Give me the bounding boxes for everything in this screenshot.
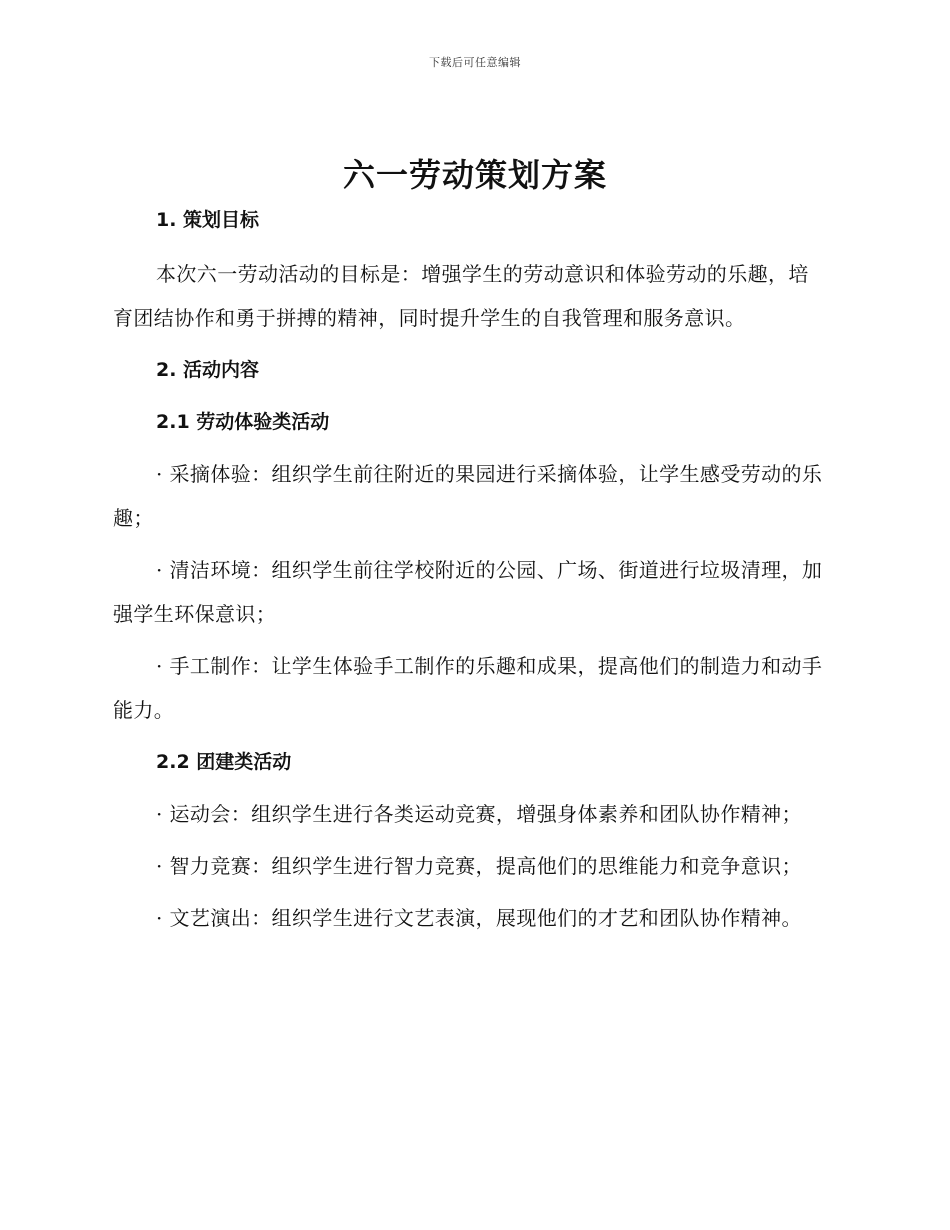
- list-item-labor-picking: · 采摘体验：组织学生前往附近的果园进行采摘体验，让学生感受劳动的乐趣；: [113, 462, 823, 530]
- list-item-labor-cleaning: · 清洁环境：组织学生前往学校附近的公园、广场、街道进行垃圾清理，加强学生环保意识；: [113, 558, 823, 626]
- list-item-team-performance: · 文艺演出：组织学生进行文艺表演，展现他们的才艺和团队协作精神。: [156, 906, 802, 930]
- list-item-labor-handcraft: · 手工制作：让学生体验手工制作的乐趣和成果，提高他们的制造力和动手能力。: [113, 654, 823, 722]
- list-item-team-sports: · 运动会：组织学生进行各类运动竞赛，增强身体素养和团队协作精神；: [156, 802, 802, 826]
- list-item-team-quiz: · 智力竞赛：组织学生进行智力竞赛，提高他们的思维能力和竞争意识；: [156, 854, 802, 878]
- section-heading-content: 2. 活动内容: [156, 359, 260, 381]
- document-title: 六一劳动策划方案: [342, 156, 607, 194]
- subsection-heading-team: 2.2 团建类活动: [156, 751, 292, 773]
- goal-paragraph: 本次六一劳动活动的目标是：增强学生的劳动意识和体验劳动的乐趣，培育团结协作和勇于拼搏的精神，同时提升学生的自我管理和服务意识。: [113, 262, 809, 330]
- header-note: 下载后可任意编辑: [429, 56, 521, 69]
- document-body: [113, 198, 825, 940]
- section-heading-goal: 1. 策划目标: [156, 209, 260, 231]
- subsection-heading-labor: 2.1 劳动体验类活动: [156, 411, 330, 433]
